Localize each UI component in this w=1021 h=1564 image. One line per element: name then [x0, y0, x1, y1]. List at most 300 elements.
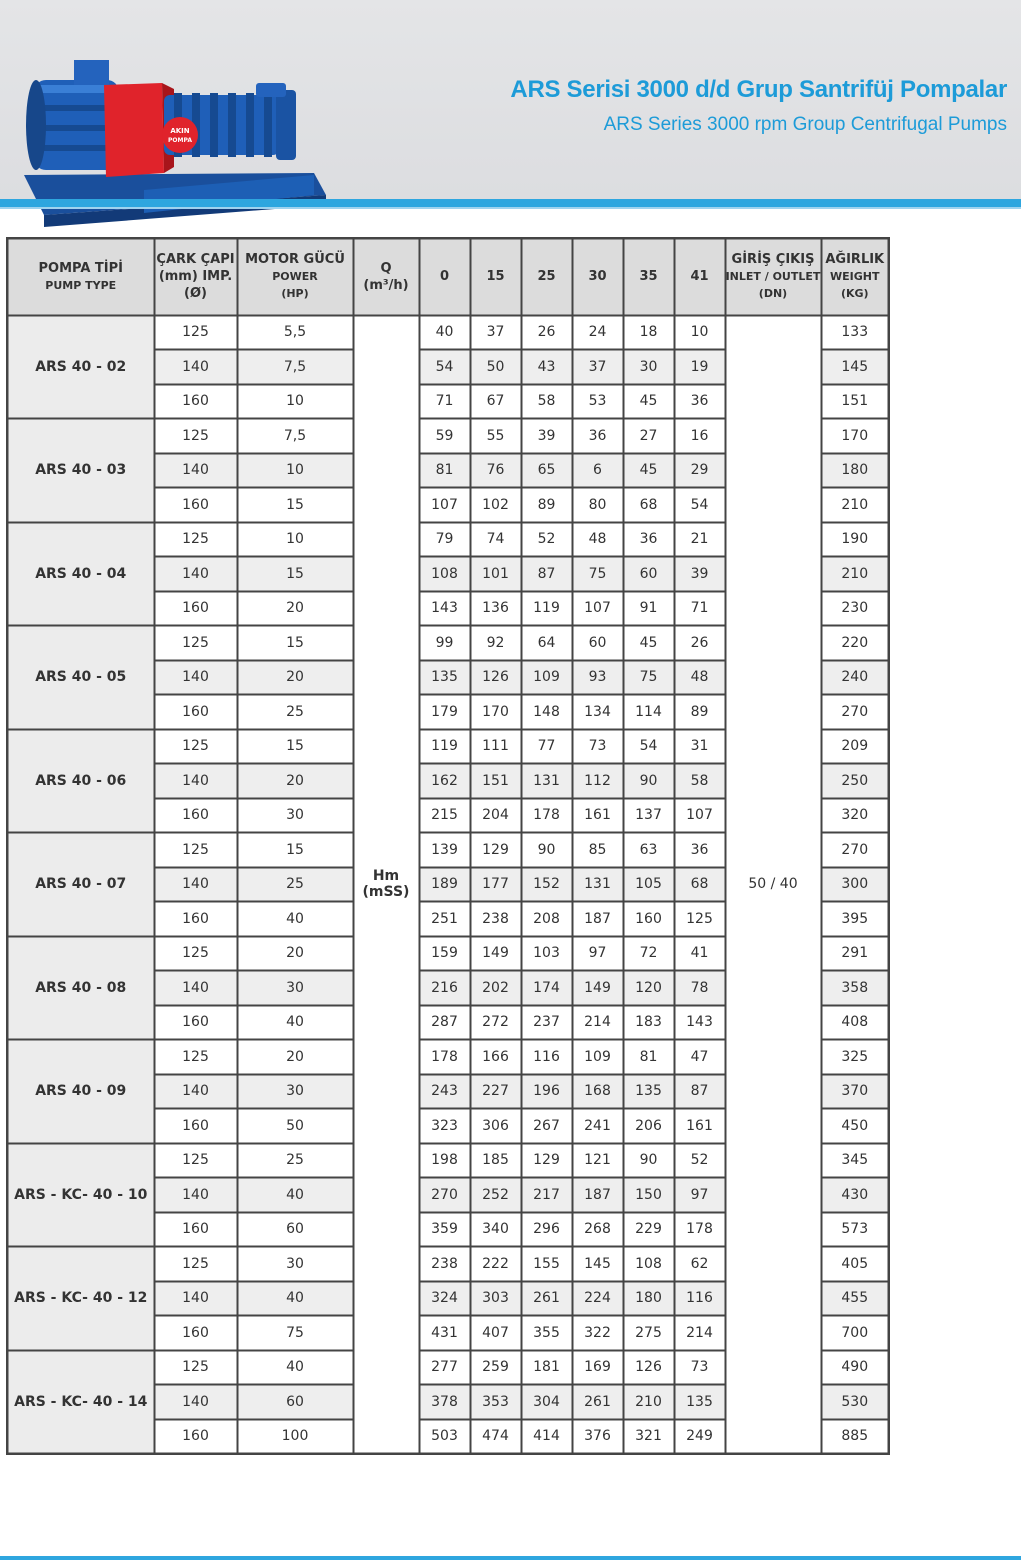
head-value-cell: 135: [419, 660, 470, 695]
head-value-cell: 189: [419, 867, 470, 902]
header-flow-41: 41: [674, 238, 725, 315]
impeller-cell: 140: [154, 1178, 237, 1213]
header-impeller: ÇARK ÇAPI (mm) IMP. (Ø): [154, 238, 237, 315]
impeller-cell: 160: [154, 1212, 237, 1247]
weight-cell: 240: [821, 660, 889, 695]
head-value-cell: 10: [674, 315, 725, 350]
impeller-cell: 160: [154, 798, 237, 833]
header-flow-15: 15: [470, 238, 521, 315]
head-value-cell: 261: [572, 1385, 623, 1420]
weight-cell: 320: [821, 798, 889, 833]
weight-cell: 370: [821, 1074, 889, 1109]
head-value-cell: 74: [470, 522, 521, 557]
svg-text:POMPA: POMPA: [168, 137, 192, 144]
power-cell: 25: [237, 1143, 353, 1178]
head-value-cell: 355: [521, 1316, 572, 1351]
head-value-cell: 224: [572, 1281, 623, 1316]
weight-cell: 430: [821, 1178, 889, 1213]
head-value-cell: 45: [623, 384, 674, 419]
header-inlet-outlet: GİRİŞ ÇIKIŞ INLET / OUTLET (DN): [725, 238, 821, 315]
power-cell: 30: [237, 798, 353, 833]
head-value-cell: 27: [623, 419, 674, 454]
head-value-cell: 196: [521, 1074, 572, 1109]
impeller-cell: 160: [154, 384, 237, 419]
head-value-cell: 102: [470, 488, 521, 523]
weight-cell: 209: [821, 729, 889, 764]
weight-cell: 170: [821, 419, 889, 454]
head-value-cell: 73: [572, 729, 623, 764]
head-value-cell: 108: [623, 1247, 674, 1282]
head-value-cell: 40: [419, 315, 470, 350]
head-value-cell: 21: [674, 522, 725, 557]
head-value-cell: 109: [572, 1040, 623, 1075]
power-cell: 7,5: [237, 419, 353, 454]
head-value-cell: 210: [623, 1385, 674, 1420]
head-value-cell: 39: [674, 557, 725, 592]
header-flow-30: 30: [572, 238, 623, 315]
head-value-cell: 91: [623, 591, 674, 626]
head-value-cell: 181: [521, 1350, 572, 1385]
inlet-outlet-cell: 50 / 40: [725, 315, 821, 1454]
weight-cell: 291: [821, 936, 889, 971]
head-value-cell: 52: [674, 1143, 725, 1178]
head-value-cell: 77: [521, 729, 572, 764]
model-cell: ARS 40 - 09: [7, 1040, 154, 1144]
head-value-cell: 36: [572, 419, 623, 454]
head-value-cell: 101: [470, 557, 521, 592]
head-value-cell: 79: [419, 522, 470, 557]
power-cell: 7,5: [237, 350, 353, 385]
head-value-cell: 71: [419, 384, 470, 419]
head-value-cell: 45: [623, 626, 674, 661]
header-flow: Q (m³/h): [353, 238, 419, 315]
head-value-cell: 139: [419, 833, 470, 868]
power-cell: 40: [237, 1281, 353, 1316]
impeller-cell: 140: [154, 764, 237, 799]
weight-cell: 700: [821, 1316, 889, 1351]
head-value-cell: 129: [521, 1143, 572, 1178]
head-value-cell: 53: [572, 384, 623, 419]
head-value-cell: 243: [419, 1074, 470, 1109]
head-value-cell: 48: [572, 522, 623, 557]
head-value-cell: 229: [623, 1212, 674, 1247]
head-value-cell: 97: [572, 936, 623, 971]
header-divider: [0, 199, 1021, 207]
power-cell: 20: [237, 660, 353, 695]
head-value-cell: 65: [521, 453, 572, 488]
head-value-cell: 322: [572, 1316, 623, 1351]
power-cell: 15: [237, 833, 353, 868]
head-value-cell: 76: [470, 453, 521, 488]
head-value-cell: 198: [419, 1143, 470, 1178]
head-value-cell: 107: [674, 798, 725, 833]
head-value-cell: 75: [572, 557, 623, 592]
head-value-cell: 107: [572, 591, 623, 626]
head-value-cell: 136: [470, 591, 521, 626]
head-value-cell: 73: [674, 1350, 725, 1385]
impeller-cell: 160: [154, 591, 237, 626]
head-value-cell: 85: [572, 833, 623, 868]
head-value-cell: 217: [521, 1178, 572, 1213]
impeller-cell: 140: [154, 453, 237, 488]
impeller-cell: 125: [154, 1040, 237, 1075]
head-value-cell: 177: [470, 867, 521, 902]
power-cell: 15: [237, 729, 353, 764]
head-value-cell: 155: [521, 1247, 572, 1282]
head-value-cell: 80: [572, 488, 623, 523]
impeller-cell: 140: [154, 660, 237, 695]
power-cell: 40: [237, 1350, 353, 1385]
head-value-cell: 103: [521, 936, 572, 971]
impeller-cell: 140: [154, 350, 237, 385]
head-value-cell: 304: [521, 1385, 572, 1420]
head-value-cell: 6: [572, 453, 623, 488]
impeller-cell: 125: [154, 419, 237, 454]
head-value-cell: 37: [470, 315, 521, 350]
weight-cell: 190: [821, 522, 889, 557]
head-value-cell: 237: [521, 1005, 572, 1040]
head-value-cell: 353: [470, 1385, 521, 1420]
impeller-cell: 160: [154, 488, 237, 523]
impeller-cell: 160: [154, 1316, 237, 1351]
page-title: ARS Serisi 3000 d/d Grup Santrifüj Pompalar: [510, 76, 1007, 103]
head-value-cell: 126: [470, 660, 521, 695]
weight-cell: 145: [821, 350, 889, 385]
power-cell: 25: [237, 695, 353, 730]
impeller-cell: 160: [154, 1005, 237, 1040]
head-value-cell: 112: [572, 764, 623, 799]
impeller-cell: 140: [154, 1074, 237, 1109]
head-value-cell: 129: [470, 833, 521, 868]
head-value-cell: 58: [521, 384, 572, 419]
head-value-cell: 30: [623, 350, 674, 385]
head-value-cell: 259: [470, 1350, 521, 1385]
power-cell: 40: [237, 1178, 353, 1213]
power-cell: 15: [237, 488, 353, 523]
head-value-cell: 111: [470, 729, 521, 764]
header-motor-power: MOTOR GÜCÜ POWER (HP): [237, 238, 353, 315]
head-value-cell: 214: [572, 1005, 623, 1040]
head-value-cell: 63: [623, 833, 674, 868]
svg-text:AKIN: AKIN: [170, 127, 190, 135]
head-value-cell: 135: [623, 1074, 674, 1109]
head-value-cell: 60: [572, 626, 623, 661]
head-value-cell: 59: [419, 419, 470, 454]
head-value-cell: 431: [419, 1316, 470, 1351]
head-value-cell: 152: [521, 867, 572, 902]
head-value-cell: 93: [572, 660, 623, 695]
head-value-cell: 55: [470, 419, 521, 454]
head-value-cell: 18: [623, 315, 674, 350]
weight-cell: 530: [821, 1385, 889, 1420]
head-value-cell: 407: [470, 1316, 521, 1351]
head-value-cell: 121: [572, 1143, 623, 1178]
power-cell: 60: [237, 1385, 353, 1420]
head-value-cell: 169: [572, 1350, 623, 1385]
head-value-cell: 148: [521, 695, 572, 730]
head-value-cell: 275: [623, 1316, 674, 1351]
head-value-cell: 43: [521, 350, 572, 385]
head-value-cell: 170: [470, 695, 521, 730]
power-cell: 25: [237, 867, 353, 902]
head-value-cell: 206: [623, 1109, 674, 1144]
head-value-cell: 222: [470, 1247, 521, 1282]
head-value-cell: 62: [674, 1247, 725, 1282]
power-cell: 50: [237, 1109, 353, 1144]
weight-cell: 490: [821, 1350, 889, 1385]
head-value-cell: 60: [623, 557, 674, 592]
head-value-cell: 71: [674, 591, 725, 626]
head-value-cell: 68: [623, 488, 674, 523]
head-unit: (mSS): [362, 884, 410, 901]
head-value-cell: 159: [419, 936, 470, 971]
impeller-cell: 160: [154, 695, 237, 730]
impeller-cell: 160: [154, 902, 237, 937]
power-cell: 10: [237, 384, 353, 419]
head-value-cell: 145: [572, 1247, 623, 1282]
head-value-cell: 89: [674, 695, 725, 730]
power-cell: 100: [237, 1419, 353, 1454]
head-value-cell: 131: [572, 867, 623, 902]
head-value-cell: 324: [419, 1281, 470, 1316]
head-value-cell: 160: [623, 902, 674, 937]
head-value-cell: 68: [674, 867, 725, 902]
header-pump-type: POMPA TİPİ PUMP TYPE: [7, 238, 154, 315]
head-value-cell: 359: [419, 1212, 470, 1247]
power-cell: 30: [237, 1074, 353, 1109]
head-value-cell: 131: [521, 764, 572, 799]
power-cell: 15: [237, 557, 353, 592]
head-value-cell: 306: [470, 1109, 521, 1144]
head-value-cell: 90: [521, 833, 572, 868]
head-value-cell: 107: [419, 488, 470, 523]
head-value-cell: 48: [674, 660, 725, 695]
power-cell: 10: [237, 522, 353, 557]
head-value-cell: 180: [623, 1281, 674, 1316]
weight-cell: 450: [821, 1109, 889, 1144]
weight-cell: 270: [821, 695, 889, 730]
head-value-cell: 287: [419, 1005, 470, 1040]
power-cell: 40: [237, 902, 353, 937]
head-value-cell: 19: [674, 350, 725, 385]
head-value-cell: 119: [419, 729, 470, 764]
head-value-cell: 414: [521, 1419, 572, 1454]
impeller-cell: 140: [154, 1385, 237, 1420]
head-value-cell: 58: [674, 764, 725, 799]
weight-cell: 220: [821, 626, 889, 661]
head-value-cell: 161: [674, 1109, 725, 1144]
head-value-cell: 126: [623, 1350, 674, 1385]
head-value-cell: 64: [521, 626, 572, 661]
head-value-cell: 108: [419, 557, 470, 592]
impeller-cell: 125: [154, 626, 237, 661]
head-value-cell: 378: [419, 1385, 470, 1420]
power-cell: 20: [237, 764, 353, 799]
head-value-cell: 26: [521, 315, 572, 350]
head-value-cell: 31: [674, 729, 725, 764]
head-value-cell: 252: [470, 1178, 521, 1213]
footer-divider: [0, 1556, 1021, 1560]
head-value-cell: 37: [572, 350, 623, 385]
table-row: [7, 315, 889, 350]
head-value-cell: 178: [521, 798, 572, 833]
impeller-cell: 125: [154, 1143, 237, 1178]
header-flow-25: 25: [521, 238, 572, 315]
power-cell: 20: [237, 1040, 353, 1075]
model-cell: ARS 40 - 04: [7, 522, 154, 626]
impeller-cell: 125: [154, 1350, 237, 1385]
head-value-cell: 125: [674, 902, 725, 937]
head-value-cell: 249: [674, 1419, 725, 1454]
head-value-cell: 81: [623, 1040, 674, 1075]
impeller-cell: 125: [154, 936, 237, 971]
head-value-cell: 202: [470, 971, 521, 1006]
head-value-cell: 227: [470, 1074, 521, 1109]
head-value-cell: 87: [521, 557, 572, 592]
head-value-cell: 50: [470, 350, 521, 385]
head-value-cell: 270: [419, 1178, 470, 1213]
head-value-cell: 116: [521, 1040, 572, 1075]
head-value-cell: 251: [419, 902, 470, 937]
impeller-cell: 160: [154, 1419, 237, 1454]
head-value-cell: 162: [419, 764, 470, 799]
head-value-cell: 143: [674, 1005, 725, 1040]
weight-cell: 395: [821, 902, 889, 937]
weight-cell: 133: [821, 315, 889, 350]
head-value-cell: 323: [419, 1109, 470, 1144]
head-value-cell: 340: [470, 1212, 521, 1247]
head-value-cell: 92: [470, 626, 521, 661]
weight-cell: 210: [821, 557, 889, 592]
head-value-cell: 26: [674, 626, 725, 661]
head-value-cell: 174: [521, 971, 572, 1006]
head-value-cell: 178: [419, 1040, 470, 1075]
power-cell: 15: [237, 626, 353, 661]
head-value-cell: 178: [674, 1212, 725, 1247]
head-value-cell: 179: [419, 695, 470, 730]
head-value-cell: 296: [521, 1212, 572, 1247]
model-cell: ARS 40 - 06: [7, 729, 154, 833]
head-value-cell: 119: [521, 591, 572, 626]
head-value-cell: 105: [623, 867, 674, 902]
impeller-cell: 125: [154, 315, 237, 350]
page-subtitle: ARS Series 3000 rpm Group Centrifugal Pumps: [603, 114, 1007, 135]
head-value-cell: 45: [623, 453, 674, 488]
model-cell: ARS 40 - 08: [7, 936, 154, 1040]
head-value-cell: 109: [521, 660, 572, 695]
head-value-cell: 78: [674, 971, 725, 1006]
head-value-cell: 204: [470, 798, 521, 833]
head-value-cell: 116: [674, 1281, 725, 1316]
impeller-cell: 140: [154, 1281, 237, 1316]
weight-cell: 250: [821, 764, 889, 799]
head-value-cell: 303: [470, 1281, 521, 1316]
pump-spec-body: [7, 315, 889, 1454]
head-value-cell: 208: [521, 902, 572, 937]
brand-logo-icon: [162, 117, 198, 153]
model-cell: ARS - KC- 40 - 12: [7, 1247, 154, 1351]
head-value-cell: 238: [470, 902, 521, 937]
head-value-cell: 52: [521, 522, 572, 557]
power-cell: 30: [237, 971, 353, 1006]
weight-cell: 270: [821, 833, 889, 868]
header-weight: AĞIRLIK WEIGHT (KG): [821, 238, 889, 315]
head-value-cell: 90: [623, 764, 674, 799]
head-value-cell: 166: [470, 1040, 521, 1075]
weight-cell: 180: [821, 453, 889, 488]
pump-spec-table: [6, 237, 890, 1455]
impeller-cell: 140: [154, 557, 237, 592]
head-value-cell: 161: [572, 798, 623, 833]
head-label: Hm: [372, 868, 400, 885]
head-value-cell: 72: [623, 936, 674, 971]
impeller-cell: 125: [154, 1247, 237, 1282]
model-cell: ARS 40 - 03: [7, 419, 154, 523]
weight-cell: 325: [821, 1040, 889, 1075]
head-value-cell: 474: [470, 1419, 521, 1454]
impeller-cell: 125: [154, 729, 237, 764]
impeller-cell: 140: [154, 971, 237, 1006]
weight-cell: 405: [821, 1247, 889, 1282]
power-cell: 60: [237, 1212, 353, 1247]
head-value-cell: 89: [521, 488, 572, 523]
head-value-cell: 67: [470, 384, 521, 419]
head-value-cell: 149: [572, 971, 623, 1006]
power-cell: 20: [237, 591, 353, 626]
weight-cell: 358: [821, 971, 889, 1006]
head-value-cell: 150: [623, 1178, 674, 1213]
impeller-cell: 125: [154, 522, 237, 557]
weight-cell: 230: [821, 591, 889, 626]
power-cell: 30: [237, 1247, 353, 1282]
head-value-cell: 503: [419, 1419, 470, 1454]
head-value-cell: 168: [572, 1074, 623, 1109]
head-value-cell: 41: [674, 936, 725, 971]
head-value-cell: 261: [521, 1281, 572, 1316]
impeller-cell: 160: [154, 1109, 237, 1144]
header-flow-35: 35: [623, 238, 674, 315]
head-value-cell: 143: [419, 591, 470, 626]
header-divider-light: [0, 207, 1021, 209]
head-value-cell: 36: [674, 384, 725, 419]
head-value-cell: 29: [674, 453, 725, 488]
model-cell: ARS 40 - 02: [7, 315, 154, 419]
power-cell: 10: [237, 453, 353, 488]
head-value-cell: 321: [623, 1419, 674, 1454]
head-value-cell: 81: [419, 453, 470, 488]
weight-cell: 345: [821, 1143, 889, 1178]
head-value-cell: 241: [572, 1109, 623, 1144]
model-cell: ARS 40 - 07: [7, 833, 154, 937]
head-value-cell: 47: [674, 1040, 725, 1075]
head-value-cell: 99: [419, 626, 470, 661]
head-value-cell: 238: [419, 1247, 470, 1282]
head-value-cell: 75: [623, 660, 674, 695]
head-value-cell: 214: [674, 1316, 725, 1351]
model-cell: ARS - KC- 40 - 14: [7, 1350, 154, 1454]
head-value-cell: 36: [623, 522, 674, 557]
impeller-cell: 125: [154, 833, 237, 868]
head-value-cell: 137: [623, 798, 674, 833]
head-value-cell: 267: [521, 1109, 572, 1144]
power-cell: 5,5: [237, 315, 353, 350]
head-value-cell: 39: [521, 419, 572, 454]
head-value-cell: 120: [623, 971, 674, 1006]
head-value-cell: 54: [419, 350, 470, 385]
head-value-cell: 87: [674, 1074, 725, 1109]
power-cell: 20: [237, 936, 353, 971]
head-value-cell: 135: [674, 1385, 725, 1420]
